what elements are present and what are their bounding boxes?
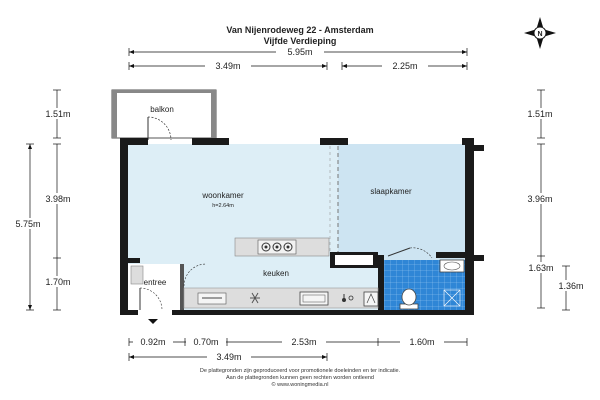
entree-cabinet (131, 266, 143, 284)
entrance-arrow-icon (148, 319, 158, 324)
dim-right-bath-label: 1.36m (558, 281, 584, 291)
dim-right-bottom-label: 1.63m (528, 263, 554, 273)
dim-top-total-label: 5.95m (287, 47, 313, 57)
room-label-balkon: balkon (150, 105, 174, 114)
dim-bottom-total-label: 3.49m (216, 352, 242, 362)
footer-copyright: © www.woningmedia.nl (271, 382, 329, 388)
dim-bottom-a-label: 0.92m (140, 337, 166, 347)
dim-bottom-c-label: 2.53m (291, 337, 317, 347)
dim-left-balkon-label: 1.51m (45, 109, 71, 119)
dim-left-bottom (38, 258, 78, 310)
balcony (112, 90, 216, 138)
sink-icon (300, 292, 328, 305)
dim-top-right-label: 2.25m (392, 61, 418, 71)
dim-top-left (129, 60, 327, 71)
compass-icon (524, 17, 556, 49)
dim-left-balkon (38, 90, 78, 138)
dim-bottom-b-label: 0.70m (193, 337, 219, 347)
room-label-slaapkamer: slaapkamer (370, 187, 412, 196)
room-label-woonkamer: woonkamer (202, 191, 244, 200)
dim-top-right (342, 60, 467, 71)
dim-bottom-d-label: 1.60m (409, 337, 435, 347)
footer-disclaimer: De plattegronden zijn geproduceerd voor promotionele doeleinden en ter indicatie. (199, 368, 401, 374)
room-label-keuken: keuken (263, 269, 289, 278)
dim-left-room (38, 144, 78, 258)
bath-sink-icon (440, 260, 464, 272)
dim-right-room-label: 3.96m (527, 194, 553, 204)
dim-bottom-row (129, 336, 467, 347)
plan-subtitle: Vijfde Verdieping (263, 36, 337, 46)
dim-left-bottom-label: 1.70m (45, 277, 71, 287)
plan-title: Van Nijenrodeweg 22 - Amsterdam (226, 25, 374, 35)
compass-label: N (537, 31, 543, 38)
dim-bottom-total (129, 351, 327, 362)
dim-top-total (129, 46, 467, 57)
slaapkamer-floor (338, 144, 468, 264)
dim-right-balkon-label: 1.51m (527, 109, 553, 119)
dim-top-left-label: 3.49m (215, 61, 241, 71)
room-height-woonkamer: h=2.64m (212, 203, 234, 209)
footer-rights: Aan de plattegronden kunnen geen rechten worden ontleend (225, 375, 375, 381)
dim-left-total-label: 5.75m (15, 219, 41, 229)
dim-right-room (520, 144, 560, 256)
kitchen-island (235, 238, 329, 256)
room-label-entree: entree (143, 278, 167, 287)
kitchen-counter (184, 288, 378, 308)
dim-left-room-label: 3.98m (45, 194, 71, 204)
dim-right-balkon (520, 90, 560, 138)
